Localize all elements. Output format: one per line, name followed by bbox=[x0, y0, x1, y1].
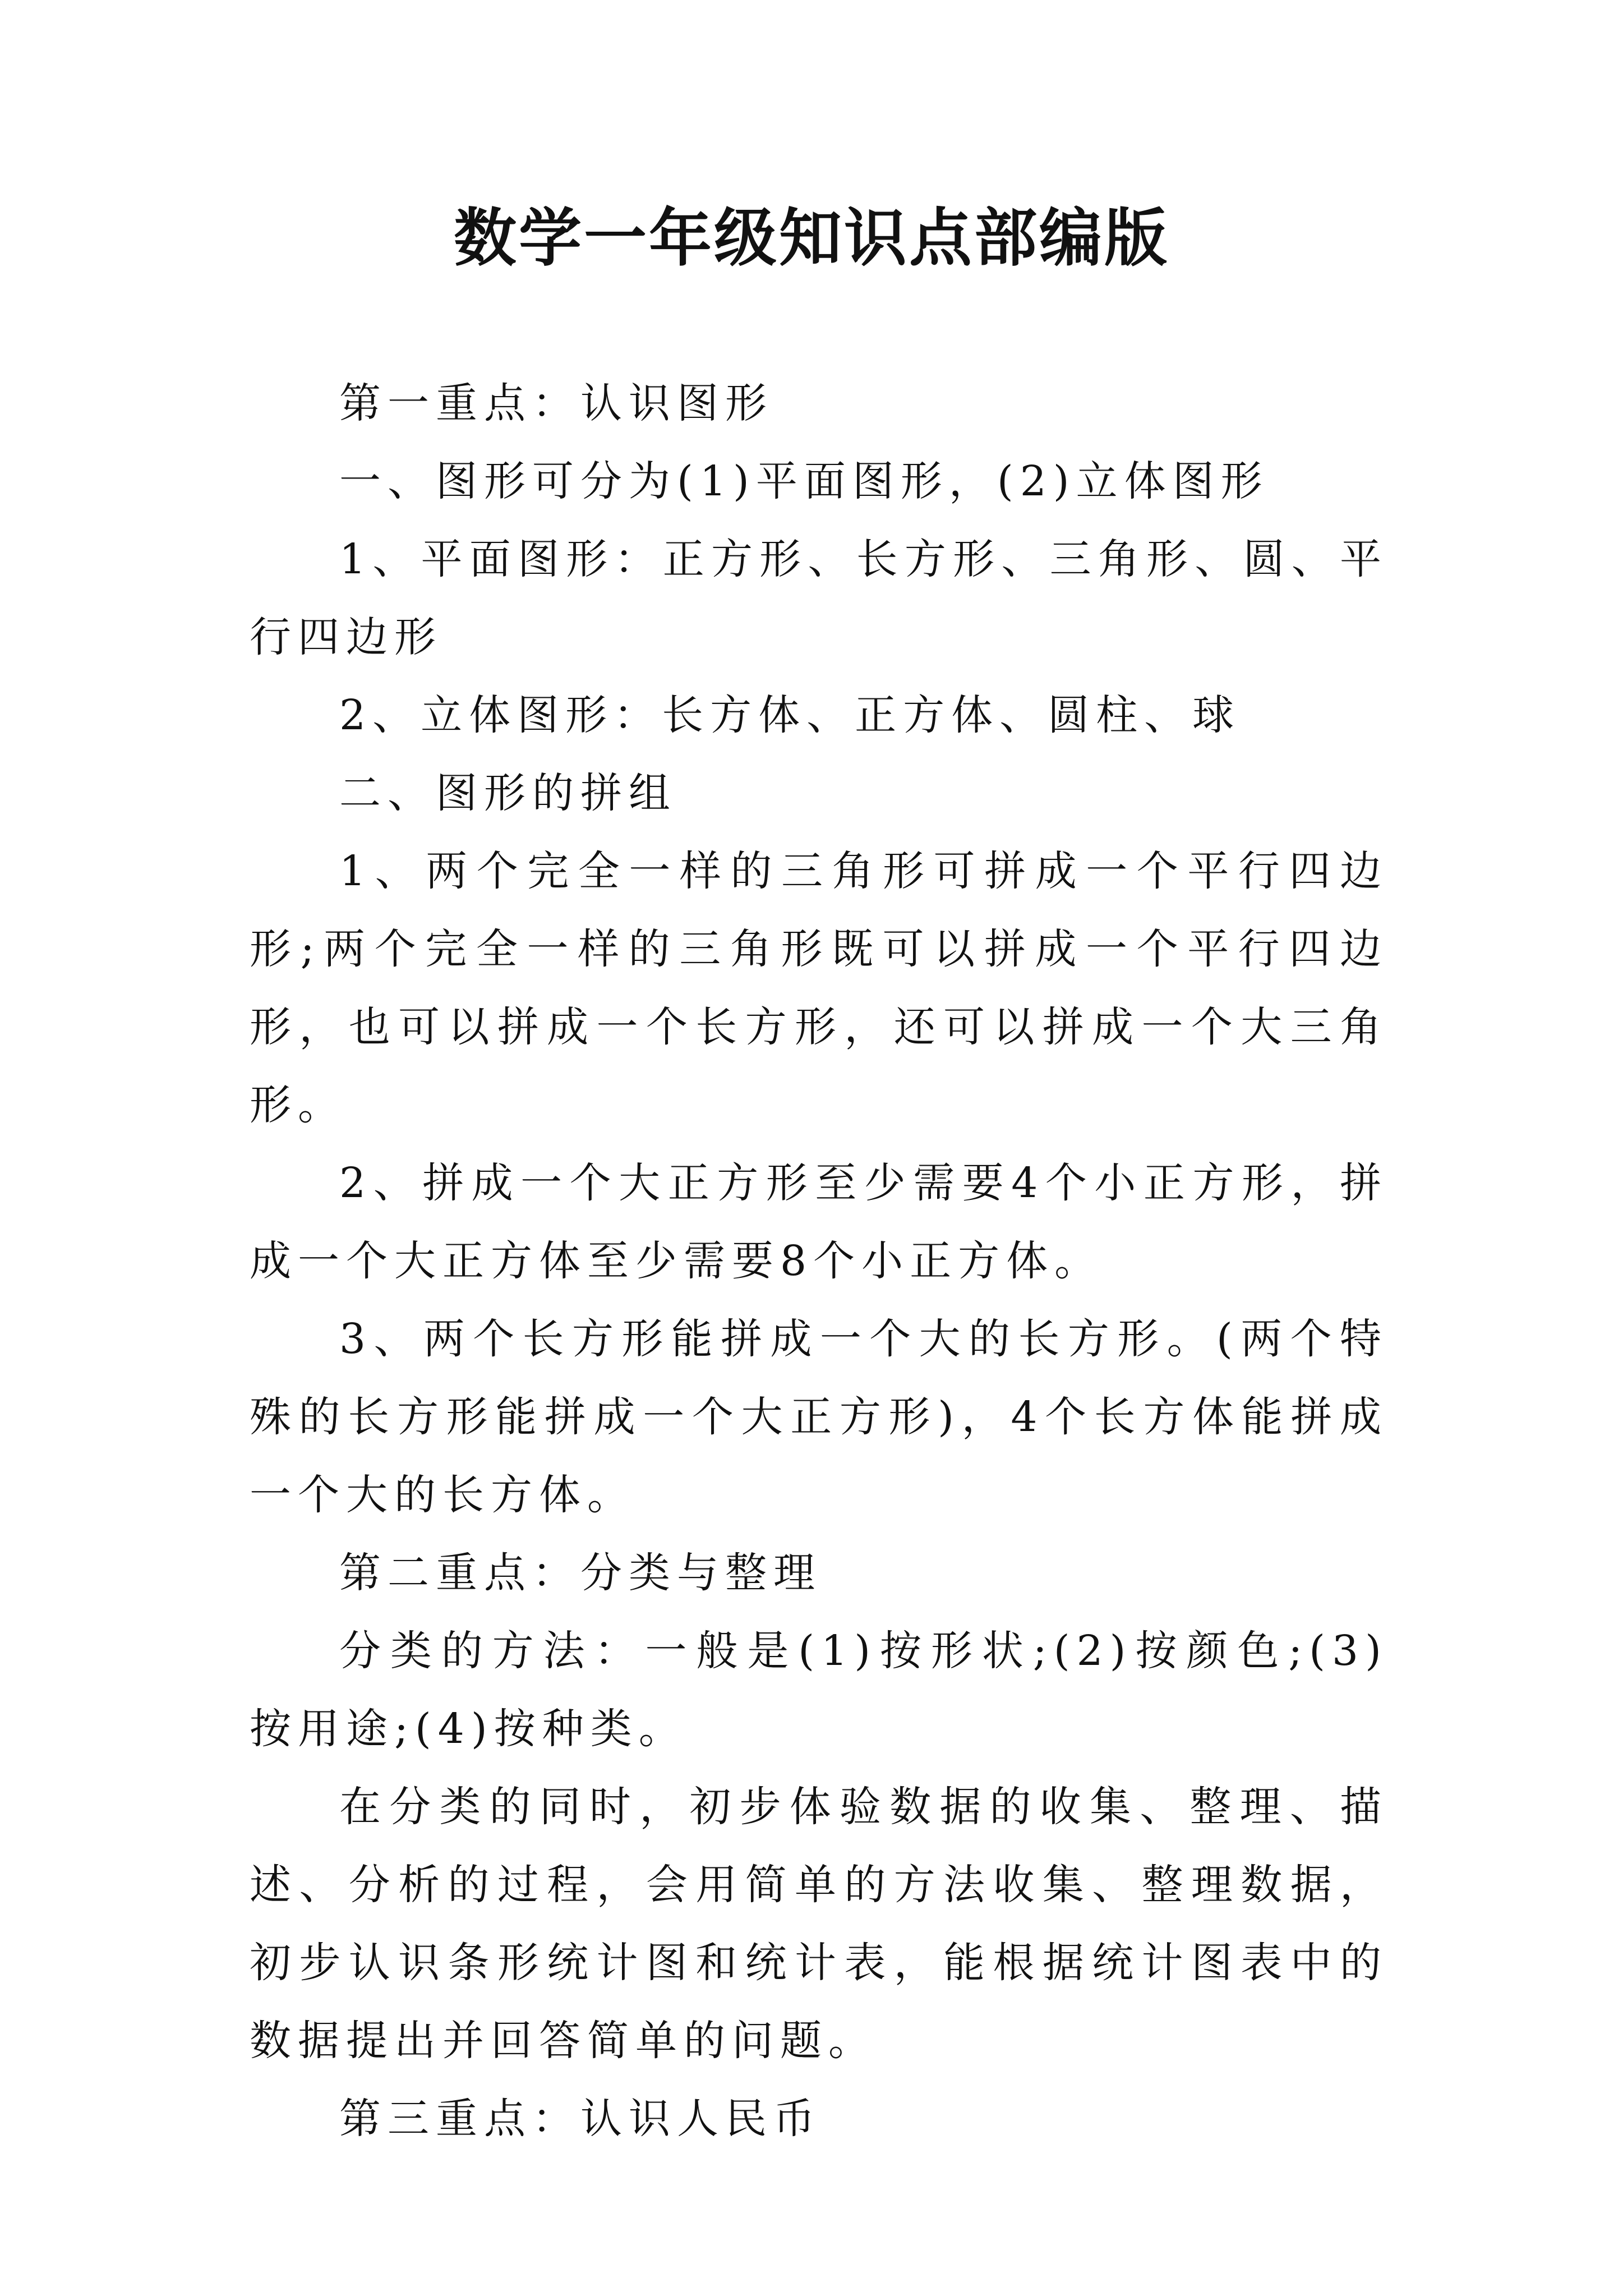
paragraph: 1、两个完全一样的三角形可拼成一个平行四边形;两个完全一样的三角形既可以拼成一个平行四边形，也可以拼成一个长方形，还可以拼成一个大三角形。 bbox=[250, 847, 1388, 1129]
paragraph: 2、拼成一个大正方形至少需要4个小正方形，拼成一个大正方体至少需要8个小正方体。 bbox=[250, 1159, 1388, 1285]
section-heading-3: 第三重点：认识人民币 bbox=[339, 2095, 822, 2143]
paragraph: 3、两个长方形能拼成一个大的长方形。(两个特殊的长方形能拼成一个大正方形)，4个长方体能拼成一个大的长方体。 bbox=[250, 1315, 1388, 1519]
paragraph: 在分类的同时，初步体验数据的收集、整理、描述、分析的过程，会用简单的方法收集、整理数据，初步认识条形统计图和统计表，能根据统计图表中的数据提出并回答简单的问题。 bbox=[250, 1783, 1388, 2065]
document-title: 数学一年级知识点部编版 bbox=[454, 202, 1169, 275]
section-heading-2: 第二重点：分类与整理 bbox=[339, 1549, 822, 1597]
document-body bbox=[250, 365, 1388, 2158]
paragraph: 1、平面图形：正方形、长方形、三角形、圆、平行四边形 bbox=[250, 535, 1388, 661]
paragraph: 二、图形的拼组 bbox=[339, 769, 677, 817]
paragraph: 2、立体图形：长方体、正方体、圆柱、球 bbox=[339, 691, 1241, 739]
paragraph: 分类的方法：一般是(1)按形状;(2)按颜色;(3)按用途;(4)按种类。 bbox=[250, 1627, 1388, 1753]
section-heading-1: 第一重点：认识图形 bbox=[339, 379, 773, 427]
paragraph: 一、图形可分为(1)平面图形，(2)立体图形 bbox=[339, 457, 1269, 505]
